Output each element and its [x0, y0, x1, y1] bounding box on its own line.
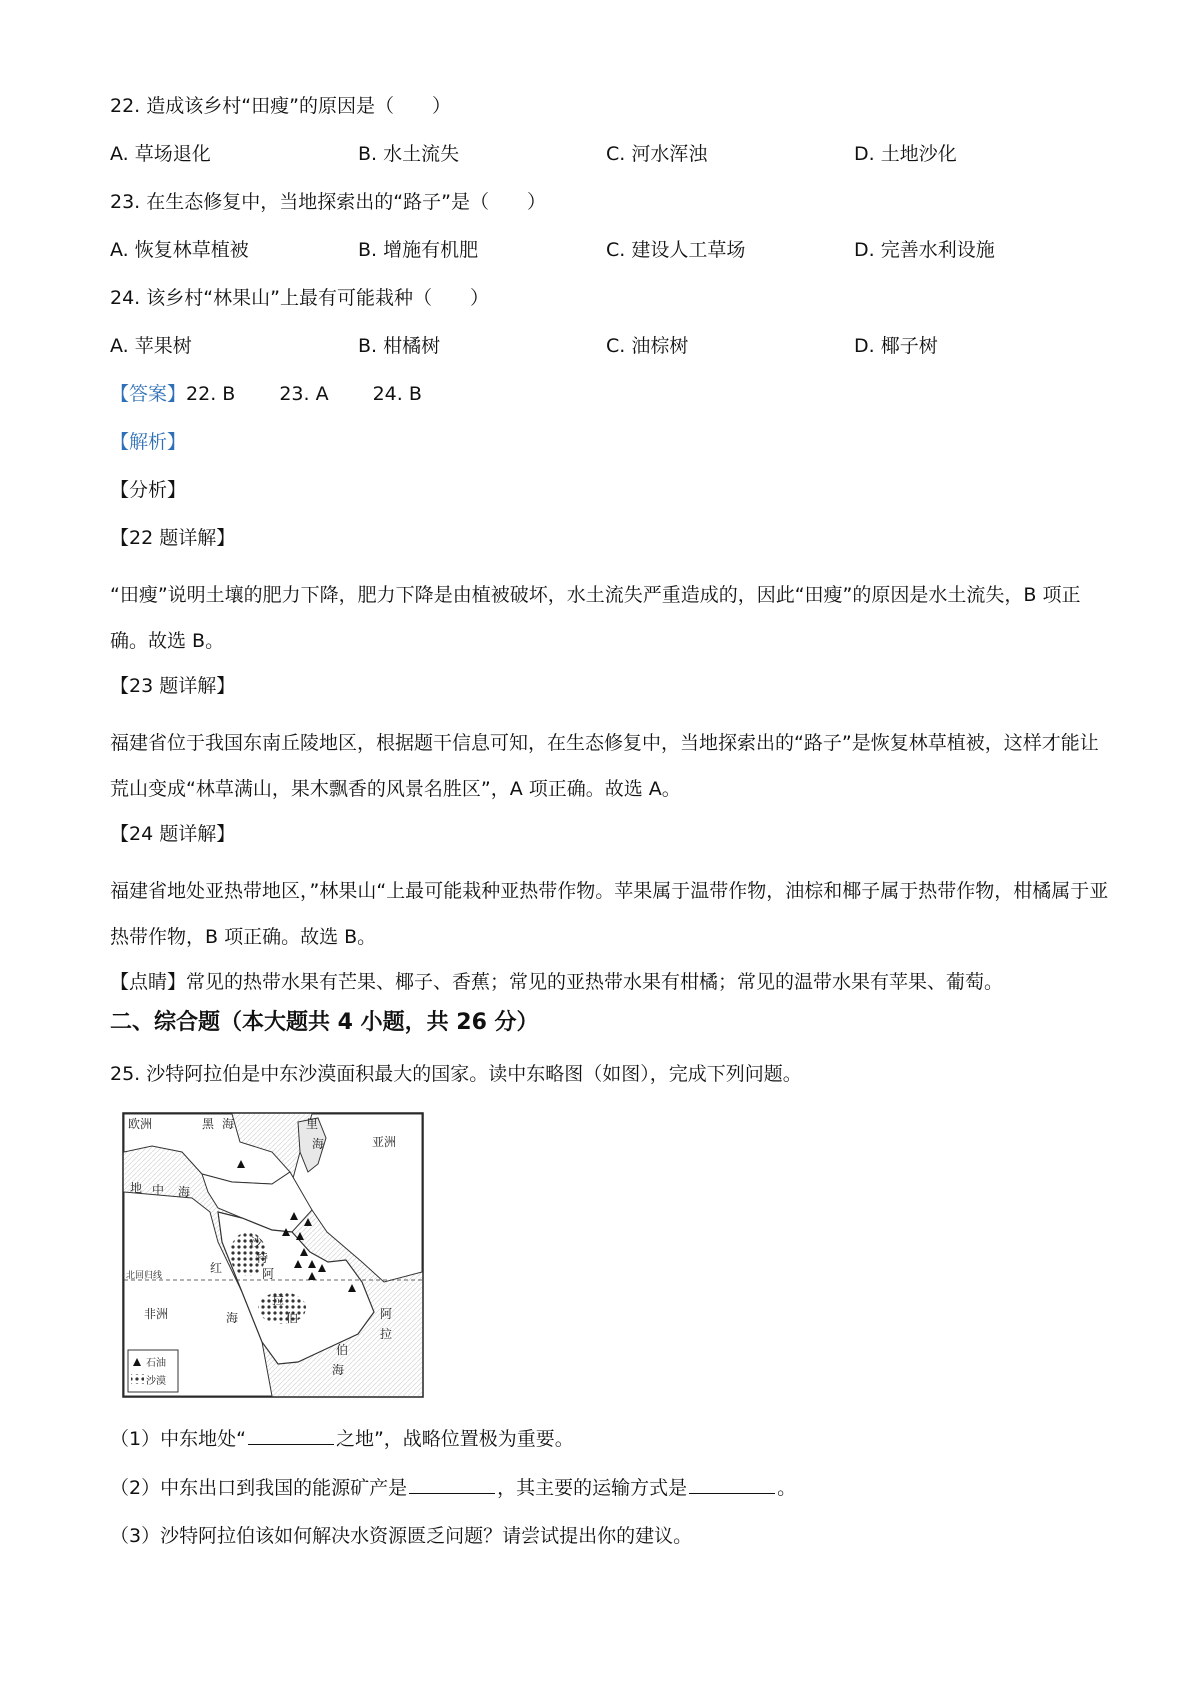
answer-23: 23. A: [279, 383, 329, 405]
analysis-label: 【解析】: [110, 431, 187, 453]
fenxi-label: 【分析】: [110, 479, 187, 501]
question-25-stem: 25. 沙特阿拉伯是中东沙漠面积最大的国家。读中东略图（如图），完成下列问题。: [110, 1063, 802, 1085]
question-25-sub-3: （3）沙特阿拉伯该如何解决水资源匮乏问题？请尝试提出你的建议。: [110, 1525, 693, 1547]
answer-label: 【答案】: [110, 383, 187, 405]
question-24-stem: 24. 该乡村“林果山”上最有可能栽种（ ）: [110, 287, 489, 309]
label-caspian-1: 里: [306, 1117, 319, 1131]
label-arabian-sea-4: 海: [332, 1363, 345, 1377]
blank-2[interactable]: [409, 1473, 495, 1494]
sub-2-prefix: （2）中东出口到我国的能源矿产是: [110, 1477, 408, 1499]
label-med-2: 中: [152, 1183, 165, 1197]
dianjing-text: 【点睛】常见的热带水果有芒果、椰子、香蕉；常见的亚热带水果有柑橘；常见的温带水果有苹果、葡萄。: [110, 971, 1004, 993]
label-arabian-sea-2: 拉: [380, 1327, 393, 1341]
label-saudi-4: 拉: [272, 1293, 285, 1307]
label-caspian-2: 海: [312, 1137, 325, 1151]
option-24-d: D. 椰子树: [854, 335, 938, 357]
legend-desert-label: 沙漠: [146, 1376, 166, 1387]
sub-1-suffix: 之地”，战略位置极为重要。: [335, 1428, 574, 1450]
label-saudi-3: 阿: [262, 1267, 275, 1281]
document-page: [110, 92, 1110, 1570]
option-23-b: B. 增施有机肥: [358, 239, 479, 261]
option-22-d: D. 土地沙化: [854, 143, 957, 165]
detail-24-text: 福建省地处亚热带地区，”林果山“上最可能栽种亚热带作物。苹果属于温带作物，油棕和椰子属于热带作物，柑橘属于亚热带作物，B 项正确。故选 B。: [110, 880, 1109, 948]
label-black-sea-1: 黑: [202, 1117, 215, 1131]
label-arabian-sea-3: 伯: [336, 1343, 349, 1357]
label-saudi-2: 特: [256, 1251, 269, 1265]
middle-east-map: [122, 1112, 424, 1398]
legend-oil-label: 石油: [146, 1358, 166, 1369]
label-saudi-5: 伯: [286, 1311, 299, 1325]
sub-1-prefix: （1）中东地处“: [110, 1428, 246, 1450]
label-red-sea-2: 海: [226, 1311, 239, 1325]
blank-3[interactable]: [689, 1473, 775, 1494]
label-africa: 非洲: [144, 1307, 169, 1321]
map-legend: [128, 1350, 178, 1392]
label-europe: 欧洲: [128, 1117, 153, 1131]
middle-east-map-svg: [122, 1112, 424, 1398]
label-black-sea-2: 海: [222, 1117, 235, 1131]
sub-2-suffix: 。: [777, 1477, 797, 1499]
question-22-options: [110, 140, 1110, 168]
question-22-stem: 22. 造成该乡村“田瘦”的原因是（ ）: [110, 95, 451, 117]
answer-22: 22. B: [186, 383, 236, 405]
option-23-c: C. 建设人工草场: [606, 239, 746, 261]
section-2-heading: 二、综合题（本大题共 4 小题，共 26 分）: [110, 1010, 539, 1035]
question-25-sub-1: [110, 1424, 1110, 1453]
label-med-1: 地: [130, 1181, 143, 1195]
detail-24-title: 【24 题详解】: [110, 823, 236, 845]
sub-2-middle: ，其主要的运输方式是: [497, 1477, 688, 1499]
blank-1[interactable]: [248, 1424, 334, 1445]
detail-23-text: 福建省位于我国东南丘陵地区，根据题干信息可知，在生态修复中，当地探索出的“路子”是恢复林草植被，这样才能让荒山变成“林草满山，果木飘香的风景名胜区”，A 项正确。故选 A。: [110, 732, 1099, 800]
option-24-a: A. 苹果树: [110, 335, 192, 357]
label-arabian-sea-1: 阿: [380, 1307, 393, 1321]
label-tropic: 北回归线: [126, 1271, 163, 1281]
label-red-sea-1: 红: [210, 1261, 223, 1275]
detail-23-title: 【23 题详解】: [110, 675, 236, 697]
option-23-d: D. 完善水利设施: [854, 239, 995, 261]
answer-24: 24. B: [372, 383, 422, 405]
option-24-b: B. 柑橘树: [358, 335, 441, 357]
question-25-sub-2: [110, 1473, 1110, 1502]
option-22-c: C. 河水浑浊: [606, 143, 708, 165]
answer-line: [110, 380, 1110, 408]
option-22-a: A. 草场退化: [110, 143, 211, 165]
label-asia: 亚洲: [372, 1135, 397, 1149]
question-23-options: [110, 236, 1110, 264]
label-saudi-1: 沙: [250, 1235, 263, 1249]
question-23-stem: 23. 在生态修复中，当地探索出的“路子”是（ ）: [110, 191, 546, 213]
question-24-options: [110, 332, 1110, 360]
label-med-3: 海: [178, 1185, 191, 1199]
legend-desert-symbol: [131, 1374, 144, 1384]
option-22-b: B. 水土流失: [358, 143, 460, 165]
detail-22-text: “田瘦”说明土壤的肥力下降，肥力下降是由植被破坏，水土流失严重造成的，因此“田瘦”的原因是水土流失，B 项正确。故选 B。: [110, 584, 1081, 652]
option-23-a: A. 恢复林草植被: [110, 239, 249, 261]
detail-22-title: 【22 题详解】: [110, 527, 236, 549]
option-24-c: C. 油棕树: [606, 335, 689, 357]
